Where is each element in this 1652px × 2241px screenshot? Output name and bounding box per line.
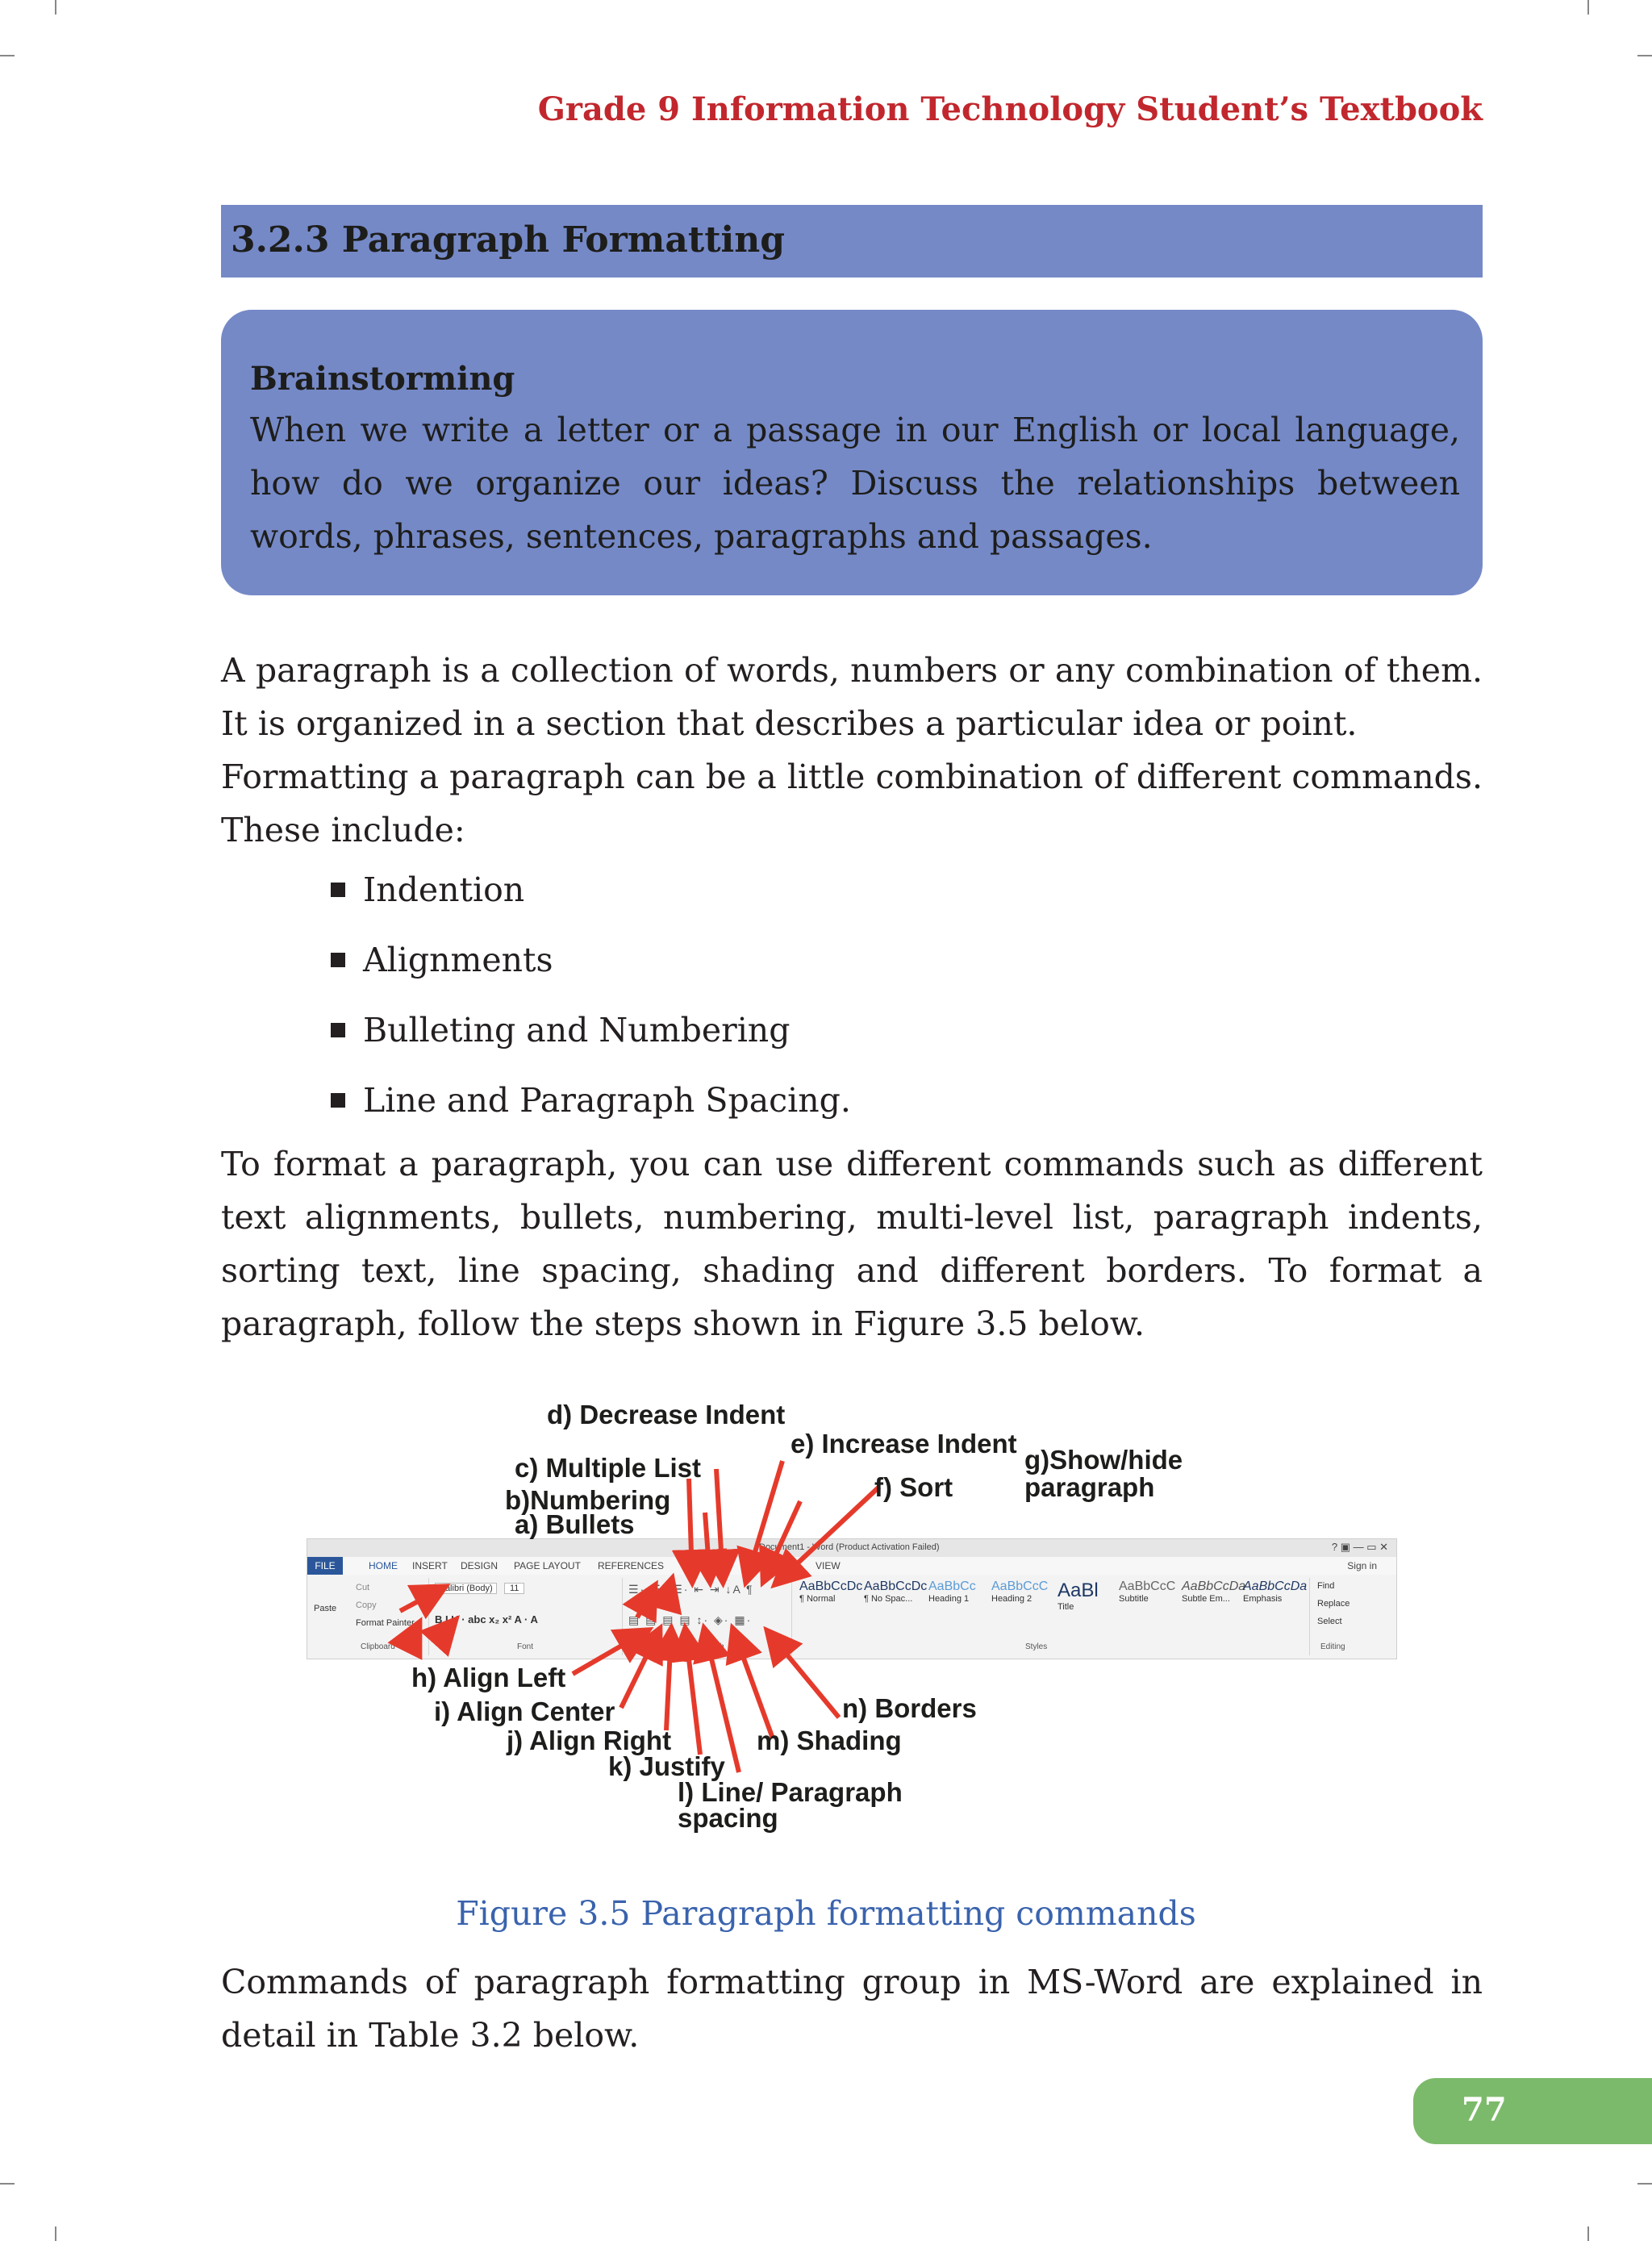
brainstorming-box	[221, 310, 1483, 595]
arrow-bullets	[405, 1625, 418, 1651]
arrow-multilevel	[705, 1513, 710, 1579]
crop-mark	[55, 0, 56, 15]
callout-bullets: a) Bullets	[515, 1509, 635, 1539]
callout-align-center: i) Align Center	[434, 1696, 615, 1726]
arrow-numbering	[400, 1588, 442, 1611]
crop-mark	[0, 2183, 15, 2185]
paragraph-table-ref: Commands of paragraph formatting group in MS-Word are explained in detail in Table 3.2 below.	[221, 1963, 1483, 2055]
page-number-tab	[1413, 2078, 1652, 2144]
callout-numbering: b)Numbering	[505, 1485, 671, 1515]
tab-design: DESIGN	[461, 1560, 499, 1571]
arrow-align-left	[439, 1622, 453, 1638]
arrow-numbering-2	[689, 1479, 692, 1579]
style-title: AaBl Title	[1058, 1580, 1099, 1612]
callout-multiple-list: c) Multiple List	[515, 1453, 701, 1483]
callout-borders: n) Borders	[842, 1693, 977, 1723]
tab-references: REFERENCES	[598, 1560, 665, 1571]
callout-show-hide-2: paragraph	[1024, 1472, 1155, 1502]
style-heading-1: AaBbCc Heading 1	[928, 1580, 976, 1604]
select-button: Select	[1317, 1617, 1342, 1626]
square-bullet-icon	[331, 1023, 345, 1037]
list-item: Bulleting and Numbering	[331, 1004, 851, 1074]
crop-mark	[0, 55, 15, 56]
arrow-align-left-2	[573, 1632, 645, 1674]
tab-page-layout: PAGE LAYOUT	[514, 1560, 581, 1571]
figure-paragraph-commands	[307, 1392, 1404, 1843]
font-name-box: Calibri (Body)	[435, 1583, 497, 1594]
paragraph-icons-row1: ☰· ☷· ☰· ⇤ ⇥ ↓A ¶	[628, 1583, 754, 1596]
section-heading-bar	[221, 205, 1483, 278]
arrow-a	[637, 1588, 653, 1617]
font-format-icons: B I U · abc x₂ x² A · A	[435, 1613, 538, 1625]
tab-review: REVIEW	[759, 1560, 798, 1571]
sign-in-link: Sign in	[1347, 1560, 1377, 1571]
list-item: Alignments	[331, 933, 851, 1004]
tab-file: FILE	[307, 1557, 343, 1575]
callout-arrows	[307, 1392, 1404, 1843]
arrow-decrease-indent	[716, 1469, 723, 1579]
callout-align-right: j) Align Right	[507, 1726, 672, 1755]
crop-mark	[1637, 2183, 1652, 2185]
find-button: Find	[1317, 1581, 1335, 1591]
style-subtle-emphasis: AaBbCcDa Subtle Em...	[1182, 1580, 1246, 1604]
paragraph-steps: To format a paragraph, you can use different commands such as different text alignments, bullets, numbering, multi-level list, paragraph indents, sorting text, line spacing, shading and different borders. To format a paragraph, follow the steps shown in Figure 3.5 below.	[221, 1145, 1483, 1343]
style-emphasis: AaBbCcDa Emphasis	[1243, 1580, 1308, 1604]
square-bullet-icon	[331, 953, 345, 967]
section-heading: 3.2.3 Paragraph Formatting	[231, 219, 785, 261]
paragraph-group-label: Paragraph	[686, 1642, 724, 1651]
page-number: 77	[1462, 2091, 1507, 2129]
crop-mark	[1637, 55, 1652, 56]
callout-justify: k) Justify	[608, 1751, 725, 1781]
tab-mailings: MAILINGS	[686, 1560, 733, 1571]
arrow-shading	[734, 1632, 773, 1738]
arrow-align-right	[666, 1632, 671, 1730]
replace-button: Replace	[1317, 1599, 1350, 1609]
clipboard-group-label: Clipboard	[361, 1642, 395, 1651]
brainstorming-title: Brainstorming	[250, 360, 515, 398]
tab-home: HOME	[369, 1560, 398, 1571]
callout-line-spacing: l) Line/ Paragraph	[678, 1777, 903, 1807]
window-title: Document1 - Word (Product Activation Failed)	[759, 1542, 940, 1552]
crop-mark	[55, 2226, 56, 2241]
paragraph-definition: A paragraph is a collection of words, numbers or any combination of them. It is organized in a section that describes a particular idea or point.	[221, 651, 1483, 743]
callout-sort: f) Sort	[874, 1472, 953, 1502]
square-bullet-icon	[331, 883, 345, 897]
window-controls-icon: ? ▣ — ▭ ✕	[1331, 1541, 1388, 1553]
crop-mark	[1587, 2226, 1589, 2241]
callout-show-hide: g)Show/hide	[1024, 1445, 1183, 1475]
brainstorming-text: When we write a letter or a passage in our English or local language, how do we organize our ideas? Discuss the relationships between words, phrases, sentences, paragraphs and passages.	[250, 411, 1460, 556]
style-subtitle: AaBbCcC Subtitle	[1119, 1580, 1176, 1604]
editing-group-label: Editing	[1320, 1642, 1345, 1651]
callout-line-spacing-2: spacing	[678, 1803, 778, 1833]
arrow-b	[668, 1582, 671, 1593]
list-item: Indention	[331, 863, 851, 933]
tab-insert: INSERT	[412, 1560, 448, 1571]
font-group-label: Font	[517, 1642, 534, 1651]
square-bullet-icon	[331, 1093, 345, 1108]
crop-mark	[1587, 0, 1589, 15]
style-no-spacing: AaBbCcDc ¶ No Spac...	[864, 1580, 928, 1604]
copy-button: Copy	[356, 1600, 377, 1610]
paste-button: Paste	[314, 1604, 337, 1613]
cut-button: Cut	[356, 1583, 370, 1592]
arrow-increase-indent	[747, 1461, 782, 1579]
callout-increase-indent: e) Increase Indent	[791, 1429, 1017, 1459]
callout-align-left: h) Align Left	[411, 1663, 566, 1692]
font-size-box: 11	[504, 1583, 524, 1594]
styles-group-label: Styles	[1025, 1642, 1048, 1651]
style-normal: AaBbCcDc ¶ Normal	[799, 1580, 863, 1604]
formatting-list	[331, 863, 851, 1144]
arrow-justify	[686, 1632, 700, 1755]
format-painter-button: Format Painter	[356, 1618, 415, 1628]
tab-view: VIEW	[816, 1560, 841, 1571]
figure-caption: Figure 3.5 Paragraph formatting commands	[456, 1894, 1196, 1933]
arrow-borders	[770, 1634, 839, 1717]
callout-shading: m) Shading	[757, 1726, 902, 1755]
paragraph-icons-row2: ▤ ▤ ▤ ▤ ↕· ◈· ▦·	[628, 1613, 753, 1626]
callout-decrease-indent: d) Decrease Indent	[547, 1400, 786, 1429]
running-header: Grade 9 Information Technology Student’s Textbook	[537, 90, 1483, 128]
list-item: Line and Paragraph Spacing.	[331, 1074, 851, 1144]
arrow-show-hide	[778, 1487, 879, 1582]
paragraph-intro: Formatting a paragraph can be a little combination of different commands. These include:	[221, 757, 1483, 849]
style-heading-2: AaBbCcC Heading 2	[991, 1580, 1049, 1604]
